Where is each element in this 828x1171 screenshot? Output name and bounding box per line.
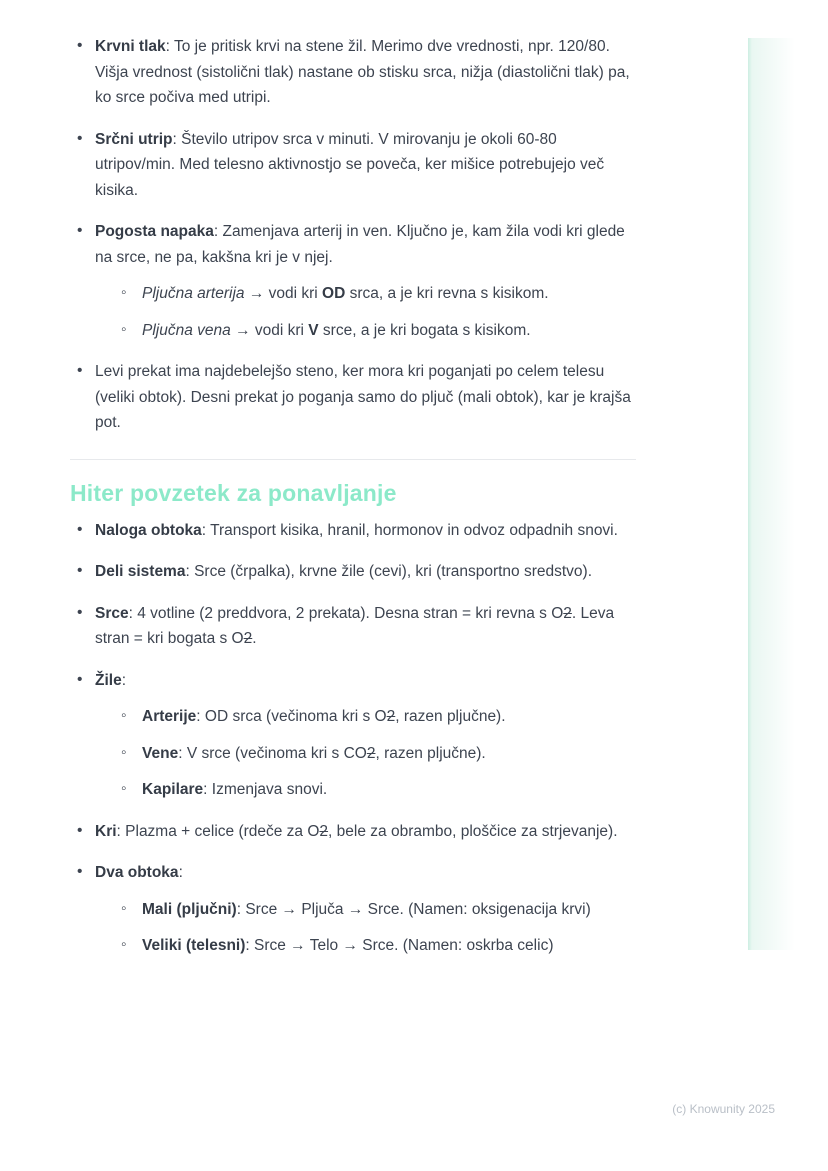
text-segment: 2: [366, 744, 376, 762]
text-segment: → vodi kri: [230, 321, 309, 339]
summary-heading: Hiter povzetek za ponavljanje: [70, 479, 397, 506]
text-segment: , razen pljučne).: [375, 744, 486, 762]
text-segment: : To je pritisk krvi na stene žil. Merimo dve vrednosti, npr. 120/80. Višja vrednost (sistolični tlak) nastane ob stisku srca, nižja (diastolični tlak) pa, ko srce počiva med utripi.: [95, 38, 630, 106]
text-segment: Arterije: [142, 708, 197, 725]
text-segment: : 4 votline (2 preddvora, 2 prekata). Desna stran = kri revna s O: [128, 604, 564, 622]
text-segment: : Zamenjava arterij in ven. Ključno je, kam žila vodi kri glede na srce, ne pa, kakšna kri je v njej.: [95, 223, 625, 266]
text-segment: : Transport kisika, hranil, hormonov in odvoz odpadnih snovi.: [201, 521, 618, 539]
list-item: [70, 819, 636, 845]
sub-list-item: [118, 318, 636, 344]
list-item: [70, 359, 636, 436]
text-segment: Deli sistema: [95, 563, 186, 580]
text-segment: Kri: [95, 822, 117, 840]
text-segment: V: [308, 321, 319, 339]
sub-list-item: [118, 741, 636, 767]
text-segment: : Srce (črpalka), krvne žile (cevi), kri (transportno sredstvo).: [185, 563, 593, 580]
text-segment: : Plazma + celice (rdeče za O: [116, 822, 320, 840]
text-segment: : Število utripov srca v minuti. V mirovanju je okoli 60-80 utripov/min. Med telesno aktivnostjo se poveča, ker mišice potrebujejo več kisika.: [95, 130, 605, 199]
text-segment: Srce: [95, 604, 129, 622]
text-segment: .: [252, 630, 257, 647]
sub-list-item: [118, 933, 636, 959]
text-segment: Levi prekat ima najdebelejšo steno, ker mora kri poganjati po celem telesu (veliki obtok). Desni prekat jo poganja samo do pljuč (mali obtok), kar je krajša pot.: [95, 363, 631, 431]
list-item: [70, 127, 636, 204]
text-segment: . Leva stran = kri bogata s O: [95, 604, 615, 647]
list-item: [70, 34, 636, 111]
list-item: [70, 601, 636, 652]
text-segment: Mali (pljučni): [142, 900, 237, 918]
text-segment: Vene: [142, 744, 179, 762]
list-item: [70, 518, 636, 544]
text-segment: : V srce (večinoma kri s CO: [178, 744, 367, 762]
text-segment: , bele za obrambo, ploščice za strjevanje).: [328, 822, 618, 840]
sub-list-item: [118, 281, 636, 307]
sub-list-item: [118, 777, 636, 803]
text-segment: 2: [319, 822, 329, 840]
text-segment: :: [121, 671, 127, 689]
list-item: [70, 559, 636, 585]
text-segment: Kapilare: [142, 781, 204, 798]
notes-list-section-1: [70, 34, 636, 436]
text-segment: : Srce → Pljuča → Srce. (Namen: oksigenacija krvi): [236, 900, 591, 918]
text-segment: Pogosta napaka: [95, 223, 214, 240]
text-segment: 2: [243, 630, 253, 647]
list-item: [70, 668, 636, 803]
notes-list-section-2: [70, 518, 636, 959]
text-segment: Dva obtoka: [95, 864, 179, 881]
sub-list: [95, 704, 636, 803]
sub-list-item: [118, 897, 636, 923]
list-item: [70, 219, 636, 343]
text-segment: Krvni tlak: [95, 38, 166, 55]
text-segment: Pljučna vena: [142, 321, 231, 339]
text-segment: : Izmenjava snovi.: [203, 781, 328, 798]
text-segment: Pljučna arterija: [142, 285, 245, 302]
text-segment: srce, a je kri bogata s kisikom.: [318, 321, 531, 339]
list-item: [70, 860, 636, 959]
text-segment: :: [178, 864, 183, 881]
text-segment: : OD srca (večinoma kri s O: [196, 708, 387, 725]
text-segment: srca, a je kri revna s kisikom.: [345, 285, 549, 302]
sub-list: [95, 897, 636, 959]
text-segment: Naloga obtoka: [95, 521, 202, 539]
text-segment: Srčni utrip: [95, 130, 173, 148]
note-content: [70, 34, 636, 975]
text-segment: Žile: [95, 671, 122, 689]
text-segment: , razen pljučne).: [395, 708, 506, 725]
text-segment: 2: [386, 708, 396, 725]
text-segment: → vodi kri: [244, 285, 323, 302]
page-edge-accent: [748, 38, 795, 950]
text-segment: Veliki (telesni): [142, 937, 246, 954]
sub-list-item: [118, 704, 636, 730]
sub-list: [95, 281, 636, 343]
copyright-footer: (c) Knowunity 2025: [672, 1102, 775, 1116]
text-segment: OD: [322, 285, 346, 302]
text-segment: : Srce → Telo → Srce. (Namen: oskrba celic): [245, 937, 554, 954]
text-segment: 2: [563, 604, 572, 622]
